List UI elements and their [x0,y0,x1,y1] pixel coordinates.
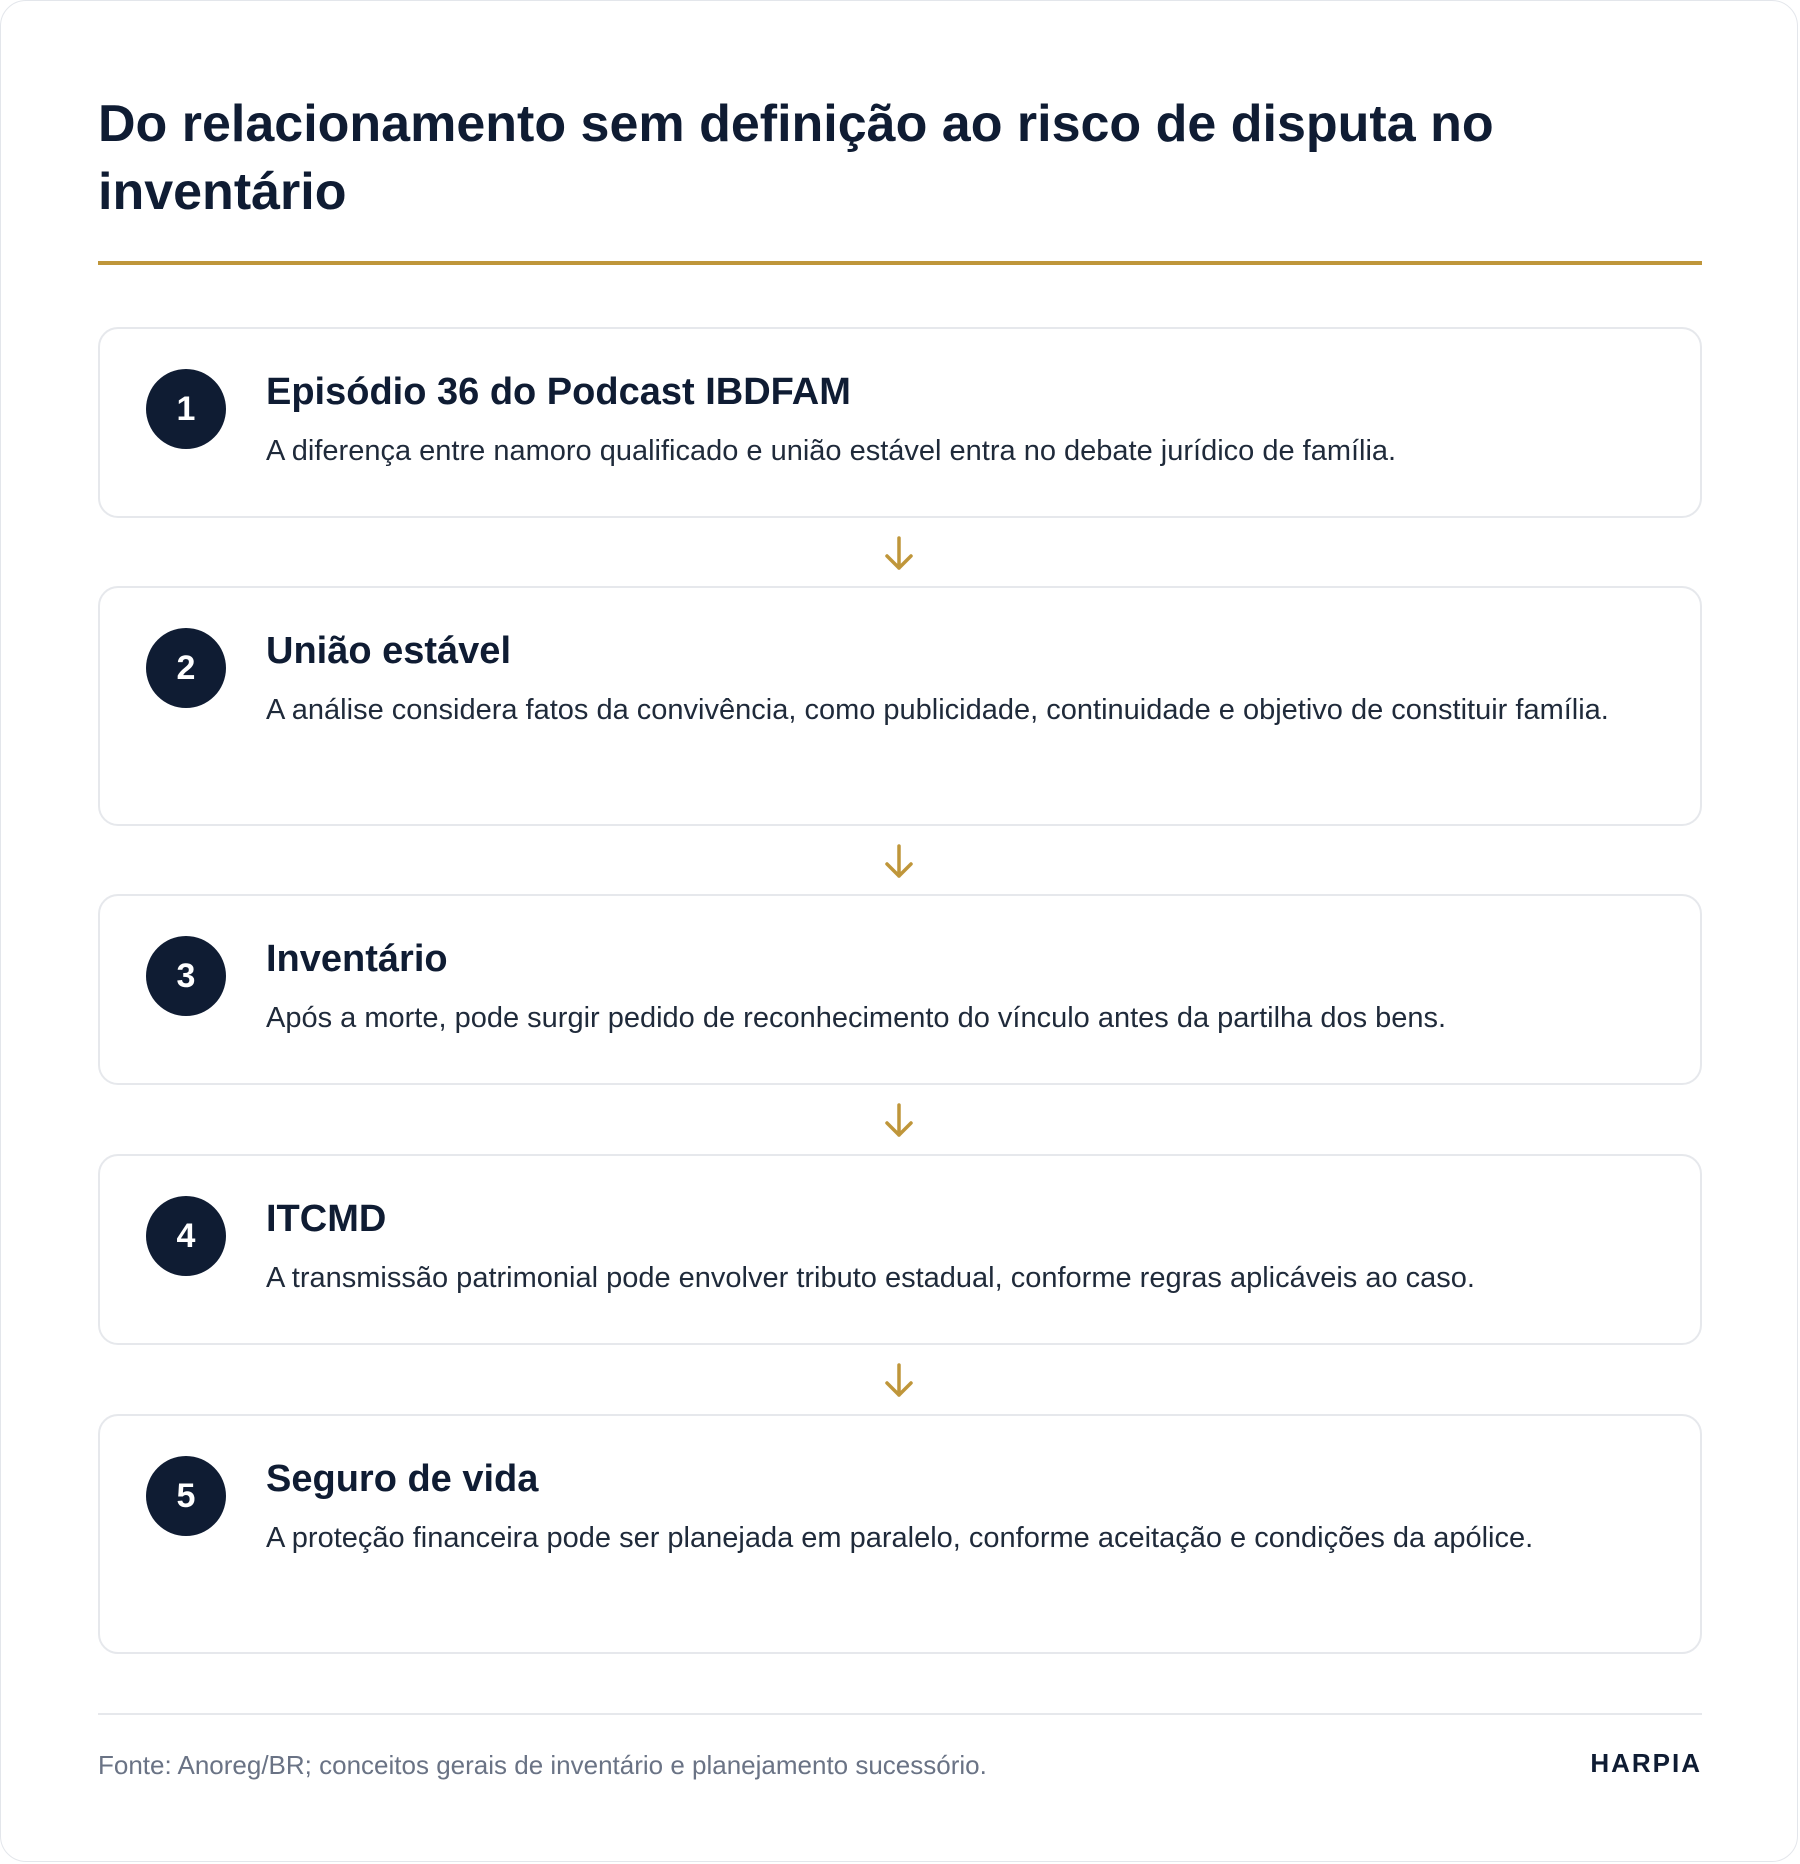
step-number-badge: 4 [146,1196,226,1276]
step-number-badge: 1 [146,369,226,449]
arrow-down-icon [881,842,917,882]
step-number-badge: 5 [146,1456,226,1536]
step-number-badge: 3 [146,936,226,1016]
step-card-1 [98,327,1702,518]
footer-divider [98,1713,1702,1715]
step-title: Seguro de vida [266,1458,539,1500]
arrow-down-icon [881,1361,917,1401]
step-description: A proteção financeira pode ser planejada em paralelo, conforme aceitação e condições da apólice. [266,1522,1534,1554]
step-card-4 [98,1154,1702,1345]
step-card-5 [98,1414,1702,1654]
step-number-badge: 2 [146,628,226,708]
source-note: Fonte: Anoreg/BR; conceitos gerais de inventário e planejamento sucessório. [98,1750,987,1780]
title-underline [98,261,1702,265]
step-card-3 [98,894,1702,1085]
arrow-down-icon [881,1101,917,1141]
step-title: Episódio 36 do Podcast IBDFAM [266,371,851,413]
step-title: União estável [266,630,511,672]
step-description: A diferença entre namoro qualificado e união estável entra no debate jurídico de família. [266,435,1397,467]
brand-logo: HARPIA [1590,1748,1702,1778]
step-description: Após a morte, pode surgir pedido de reconhecimento do vínculo antes da partilha dos bens. [266,1002,1447,1034]
step-title: ITCMD [266,1198,387,1240]
step-card-2 [98,586,1702,826]
arrow-down-icon [881,534,917,574]
page-title: Do relacionamento sem definição ao risco de disputa no inventário [98,95,1494,221]
step-description: A análise considera fatos da convivência, como publicidade, continuidade e objetivo de constituir família. [266,694,1609,726]
step-title: Inventário [266,938,448,980]
step-description: A transmissão patrimonial pode envolver tributo estadual, conforme regras aplicáveis ao caso. [266,1262,1475,1294]
